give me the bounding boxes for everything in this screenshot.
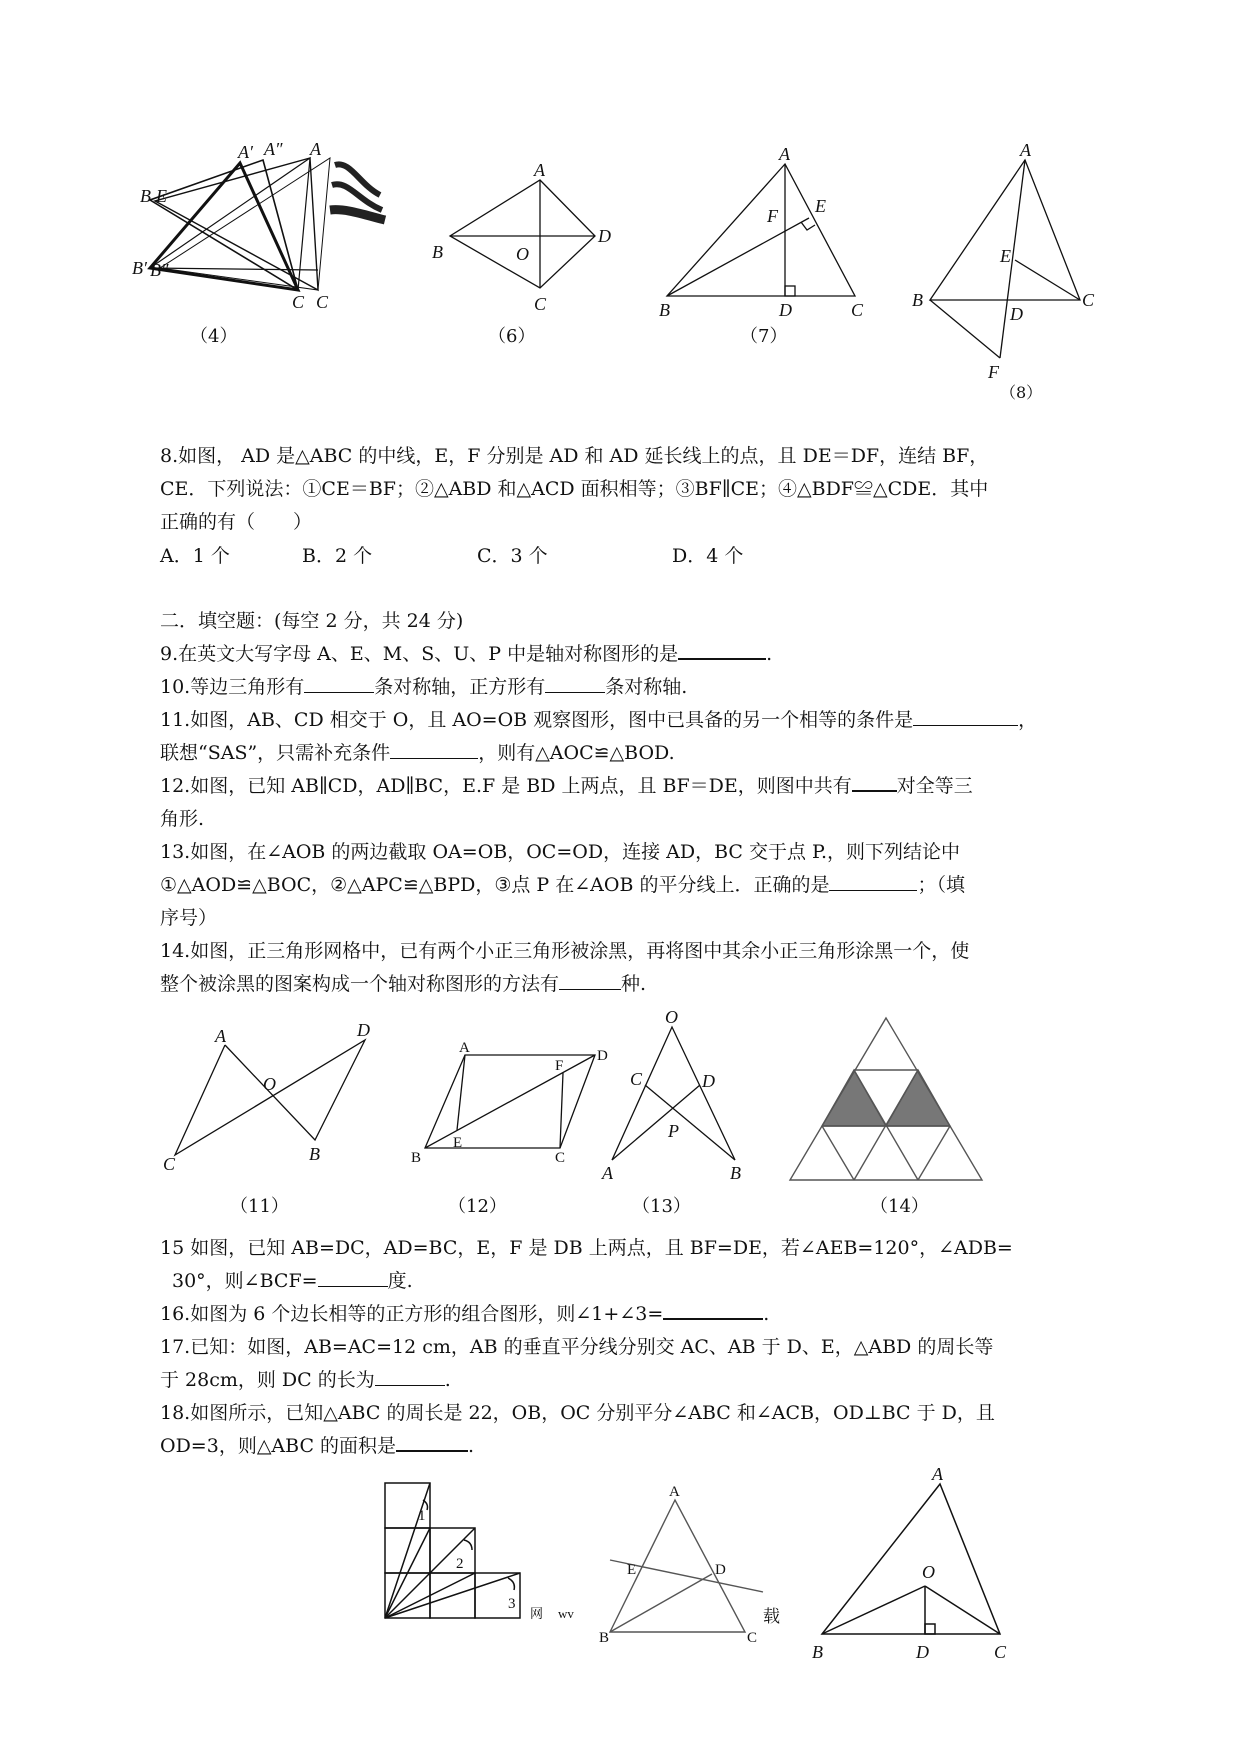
fig6-label-c: C	[534, 294, 547, 314]
caption-fig7: （7）	[740, 326, 788, 347]
q18-end: .	[468, 1435, 475, 1457]
q17-blank[interactable]	[375, 1367, 445, 1386]
q14-text-c: 种.	[621, 973, 647, 995]
q16	[160, 1298, 769, 1330]
figure-12	[405, 1030, 615, 1170]
figure-13	[600, 1005, 750, 1185]
fig12-label-d: D	[597, 1048, 608, 1064]
fig16-label-3: 3	[508, 1596, 516, 1612]
q11-blank-2[interactable]	[390, 740, 478, 759]
figure-17	[595, 1482, 795, 1646]
fig16-watermark-2: wv	[558, 1606, 574, 1621]
fig12-label-f: F	[555, 1058, 564, 1074]
q11-line1	[160, 704, 1037, 736]
fig13-label-a: A	[602, 1163, 613, 1183]
fig11-label-c: C	[163, 1154, 176, 1174]
fig16-watermark-1: 网	[530, 1606, 544, 1621]
fig6-label-b: B	[432, 242, 443, 262]
fig16-label-1: 1	[418, 1508, 426, 1524]
q15-line2	[160, 1265, 413, 1297]
fig7-label-d: D	[779, 300, 792, 320]
q14-line1: 14.如图，正三角形网格中，已有两个小正三角形被涂黑，再将图中其余小正三角形涂黑一个，使	[160, 940, 970, 962]
q13-line3: 序号）	[160, 907, 218, 929]
q15-text-b: 30°，则∠BCF=	[172, 1270, 318, 1292]
q11-text-d: ，则有△AOC≌△BOD.	[478, 742, 675, 764]
q8-option-a: A．1 个	[160, 545, 230, 567]
fig18-label-c: C	[994, 1642, 1007, 1662]
q11-text-a: 11.如图，AB、CD 相交于 O，且 AO=OB 观察图形，图中已具备的另一个相等的条件是	[160, 709, 914, 731]
caption-fig6: （6）	[488, 326, 536, 347]
figure-7	[655, 144, 870, 320]
fig4-label-e: E	[156, 186, 167, 206]
fig17-label-b: B	[599, 1630, 610, 1646]
q9-blank[interactable]	[678, 640, 766, 660]
q18-blank[interactable]	[396, 1432, 468, 1452]
fig7-label-c: C	[851, 300, 864, 320]
q8-line3: 正确的有（ ）	[160, 511, 313, 533]
q8-option-b: B．2 个	[302, 545, 373, 567]
q9-end: .	[766, 643, 773, 665]
fig6-label-d: D	[598, 226, 611, 246]
fig11-label-o: O	[263, 1074, 276, 1094]
fig4-label-a-prime: A′	[238, 142, 253, 162]
q8-line1: 8.如图， AD 是△ABC 的中线，E，F 分别是 AD 和 AD 延长线上的点，且 DE＝DF，连结 BF，	[160, 445, 989, 467]
q13-line1: 13.如图，在∠AOB 的两边截取 OA=OB，OC=OD，连接 AD，BC 交于点 P.，则下列结论中	[160, 841, 960, 863]
figure-11	[155, 1020, 385, 1174]
q9	[160, 638, 772, 670]
q8-option-c: C．3 个	[477, 545, 548, 567]
q18-text-b: OD=3，则△ABC 的面积是	[160, 1435, 397, 1457]
q16-blank[interactable]	[663, 1300, 763, 1320]
q11-text-c: 联想“SAS”，只需补充条件	[160, 742, 391, 764]
q15-line1: 15 如图，已知 AB=DC，AD=BC，E，F 是 DB 上两点，且 BF=DE，若∠AEB=120°，∠ADB=	[160, 1237, 1013, 1259]
fig8-label-e: E	[1000, 246, 1011, 266]
fig13-label-b: B	[730, 1163, 741, 1183]
fig17-label-a: A	[669, 1484, 680, 1500]
q9-text: 9.在英文大写字母 A、E、M、S、U、P 中是轴对称图形的是	[160, 643, 679, 665]
fig11-label-b: B	[309, 1144, 320, 1164]
fig17-watermark: 载	[763, 1607, 780, 1626]
fig7-label-a: A	[779, 144, 790, 164]
q12-text-b: 对全等三	[896, 775, 973, 797]
q10-text-a: 10.等边三角形有	[160, 676, 305, 698]
fig8-label-d: D	[1010, 304, 1023, 324]
caption-fig13: （13）	[632, 1196, 691, 1217]
fig13-label-o: O	[665, 1007, 678, 1027]
q18-line1: 18.如图所示，已知△ABC 的周长是 22，OB，OC 分别平分∠ABC 和∠ACB，OD⊥BC 于 D，且	[160, 1402, 995, 1424]
caption-fig14: （14）	[870, 1196, 929, 1217]
q13-text-c: ；（填	[917, 874, 965, 896]
q14-blank[interactable]	[559, 971, 621, 990]
figure-18	[800, 1462, 1030, 1662]
q17-line1: 17.已知：如图，AB=AC=12 cm，AB 的垂直平分线分别交 AC、AB 于 D、E，△ABD 的周长等	[160, 1336, 994, 1358]
q15-blank[interactable]	[318, 1268, 388, 1287]
fig12-label-a: A	[459, 1040, 470, 1056]
fig8-label-a: A	[1020, 140, 1031, 160]
figure-8	[910, 140, 1100, 385]
fig8-label-c: C	[1082, 290, 1095, 310]
section2-title: 二．填空题：(每空 2 分，共 24 分)	[160, 610, 464, 632]
fig4-label-b: B	[140, 186, 151, 206]
q13-line2	[160, 869, 965, 901]
caption-fig8: （8）	[1000, 383, 1043, 402]
fig8-label-f: F	[988, 362, 999, 382]
fig18-label-a: A	[932, 1464, 943, 1484]
q12-line2: 角形.	[160, 808, 205, 830]
fig17-label-e: E	[627, 1562, 637, 1578]
fig4-label-a-dprime: A″	[264, 139, 283, 159]
fig18-label-d: D	[916, 1642, 929, 1662]
fig18-label-o: O	[922, 1562, 935, 1582]
fig13-label-d: D	[702, 1071, 715, 1091]
q8-line2: CE．下列说法：①CE＝BF；②△ABD 和△ACD 面积相等；③BF∥CE；④△BDF≌△CDE．其中	[160, 478, 989, 500]
fig7-label-b: B	[659, 300, 670, 320]
fig4-label-c1: C	[292, 292, 305, 312]
q18-line2	[160, 1430, 474, 1462]
figure-6	[430, 160, 620, 320]
fig17-label-d: D	[715, 1562, 726, 1578]
fig16-label-2: 2	[456, 1556, 464, 1572]
q12-text-a: 12.如图，已知 AB∥CD，AD∥BC，E.F 是 BD 上两点，且 BF＝DE，则图中共有	[160, 775, 852, 797]
fig4-label-b-dprime: B″	[150, 260, 169, 280]
fig6-label-a: A	[534, 160, 545, 180]
fig11-label-d: D	[357, 1020, 370, 1040]
q8-option-d: D．4 个	[672, 545, 744, 567]
q17-text-b: 于 28cm，则 DC 的长为	[160, 1369, 375, 1391]
q15-text-c: 度.	[387, 1270, 413, 1292]
fig12-label-b: B	[411, 1150, 422, 1166]
q17-end: .	[444, 1369, 451, 1391]
q11-line2	[160, 737, 675, 769]
figure-4	[120, 140, 380, 310]
caption-fig11: （11）	[230, 1196, 289, 1217]
q12-line1	[160, 770, 973, 802]
fig18-label-b: B	[812, 1642, 823, 1662]
q10-blank-1[interactable]	[304, 674, 374, 693]
q14-line2	[160, 968, 646, 1000]
fig6-label-o: O	[516, 244, 529, 264]
q10-text-c: 条对称轴.	[605, 676, 688, 698]
q10-blank-2[interactable]	[545, 674, 605, 693]
q13-text-b: ①△AOD≌△BOC，②△APC≌△BPD，③点 P 在∠AOB 的平分线上．正确的是	[160, 874, 830, 896]
fig8-label-b: B	[912, 290, 923, 310]
q17-line2	[160, 1364, 451, 1396]
fig11-label-a: A	[215, 1026, 226, 1046]
caption-fig4: （4）	[190, 326, 238, 347]
q11-blank-1[interactable]	[913, 707, 1018, 726]
fig4-label-b-prime: B′	[132, 258, 147, 278]
fig7-label-f: F	[767, 206, 778, 226]
q8-options	[160, 540, 743, 572]
q16-end: .	[763, 1303, 770, 1325]
fig4-label-c2: C	[316, 292, 329, 312]
fig13-label-c: C	[630, 1069, 643, 1089]
fig12-label-c: C	[555, 1150, 566, 1166]
q11-text-b: ，	[1018, 709, 1038, 731]
fig17-label-c: C	[747, 1630, 758, 1646]
fig13-label-p: P	[668, 1121, 679, 1141]
fig7-label-e: E	[815, 196, 826, 216]
q13-blank[interactable]	[829, 872, 917, 891]
q16-text: 16.如图为 6 个边长相等的正方形的组合图形，则∠1+∠3=	[160, 1303, 664, 1325]
caption-fig12: （12）	[448, 1196, 507, 1217]
fig12-label-e: E	[453, 1135, 463, 1151]
q10	[160, 671, 687, 703]
q10-text-b: 条对称轴，正方形有	[374, 676, 546, 698]
figure-14	[790, 1018, 990, 1183]
q12-blank[interactable]	[852, 772, 897, 792]
q14-text-b: 整个被涂黑的图案构成一个轴对称图形的方法有	[160, 973, 560, 995]
figure-16	[380, 1480, 580, 1635]
fig4-label-a: A	[310, 139, 321, 159]
